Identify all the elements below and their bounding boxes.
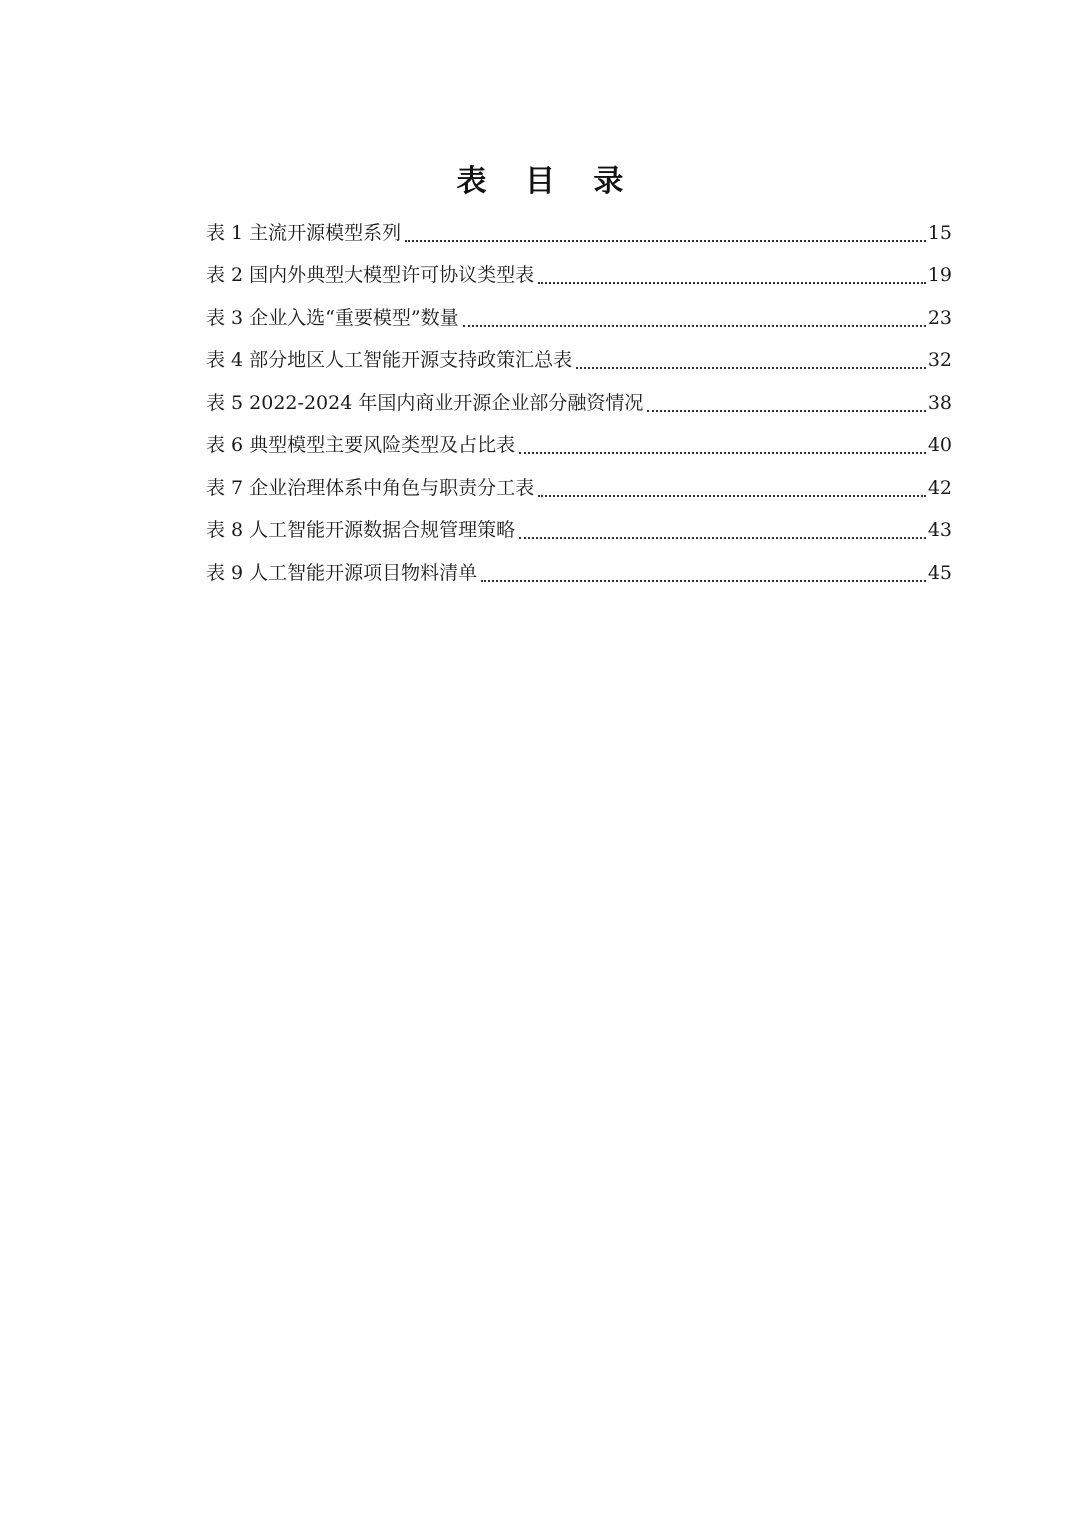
page-title: 表 目 录 [456,164,638,199]
toc-entry-page-number: 32 [927,349,952,371]
toc-entry-label: 表 6 典型模型主要风险类型及占比表 [206,434,516,456]
toc-entry-page-number: 43 [927,519,952,541]
toc-entry-label: 表 4 部分地区人工智能开源支持政策汇总表 [206,349,573,371]
toc-entry-page-number: 42 [927,476,952,499]
toc-entry-3[interactable] [206,294,952,337]
toc-entry-page-number: 15 [927,221,952,244]
toc-entry-5[interactable] [206,379,952,422]
toc-entry-page-number: 40 [927,434,952,456]
dot-leader [463,324,926,327]
table-of-contents [206,209,952,592]
toc-entry-2[interactable] [206,252,952,295]
toc-entry-label: 表 5 2022-2024 年国内商业开源企业部分融资情况 [206,391,644,414]
toc-entry-page-number: 38 [927,391,952,414]
dot-leader [519,536,926,539]
dot-leader [576,366,926,369]
toc-entry-label: 表 3 企业入选“重要模型”数量 [206,306,459,329]
dot-leader [481,579,926,582]
toc-entry-6[interactable] [206,422,952,465]
toc-entry-label: 表 1 主流开源模型系列 [206,221,402,244]
toc-entry-7[interactable] [206,464,952,507]
dot-leader [405,239,926,242]
dot-leader [647,409,925,412]
toc-entry-label: 表 9 人工智能开源项目物料清单 [206,561,478,584]
toc-entry-4[interactable] [206,337,952,380]
toc-entry-label: 表 7 企业治理体系中角色与职责分工表 [206,476,535,499]
toc-entry-page-number: 23 [927,306,952,329]
toc-entry-1[interactable] [206,209,952,252]
toc-entry-page-number: 19 [927,264,952,286]
toc-entry-label: 表 8 人工智能开源数据合规管理策略 [206,519,516,541]
toc-entry-8[interactable] [206,507,952,550]
dot-leader [538,281,926,284]
toc-entry-page-number: 45 [927,561,952,584]
dot-leader [538,494,926,497]
dot-leader [519,451,926,454]
toc-entry-9[interactable] [206,549,952,592]
toc-entry-label: 表 2 国内外典型大模型许可协议类型表 [206,264,535,286]
